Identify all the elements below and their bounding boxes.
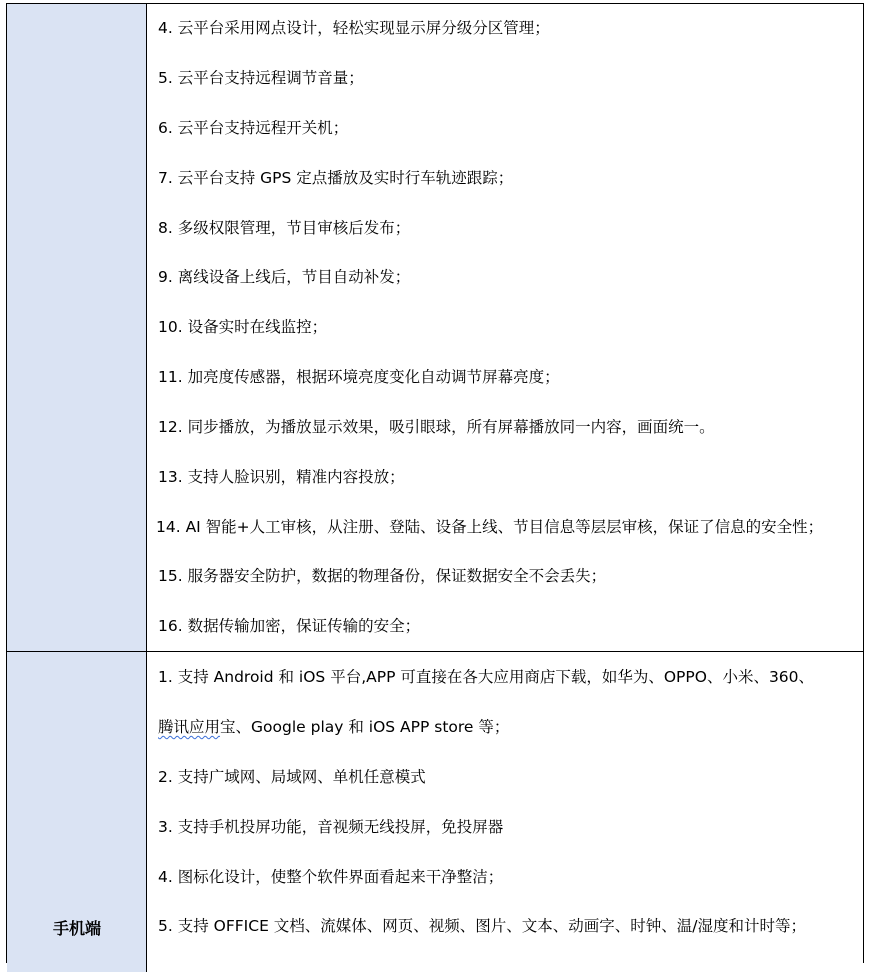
features-content-cell <box>148 4 863 651</box>
feature-item: 11. 加亮度传感器，根据环境亮度变化自动调节屏幕亮度； <box>158 368 560 386</box>
mobile-item-continued-text: 宝、Google play 和 iOS APP store 等； <box>220 718 510 736</box>
feature-item: 10. 设备实时在线监控； <box>158 318 328 336</box>
feature-item: 13. 支持人脸识别，精准内容投放； <box>158 468 405 486</box>
mobile-item: 2. 支持广域网、局域网、单机任意模式 <box>158 768 426 786</box>
feature-item: 7. 云平台支持 GPS 定点播放及实时行车轨迹跟踪； <box>158 169 514 187</box>
mobile-item: 4. 图标化设计，使整个软件界面看起来干净整洁； <box>158 868 504 886</box>
mobile-label: 手机端 <box>52 919 101 938</box>
features-label-cell <box>7 4 147 651</box>
mobile-row <box>7 652 863 972</box>
features-row <box>7 4 863 652</box>
feature-item: 4. 云平台采用网点设计，轻松实现显示屏分级分区管理； <box>158 19 550 37</box>
feature-item: 14. AI 智能+人工审核，从注册、登陆、设备上线、节目信息等层层审核，保证了信息的安全性； <box>156 518 824 536</box>
feature-item: 5. 云平台支持远程调节音量； <box>158 69 364 87</box>
feature-item: 9. 离线设备上线后，节目自动补发； <box>158 268 411 286</box>
mobile-item: 3. 支持手机投屏功能，音视频无线投屏，免投屏器 <box>158 818 504 836</box>
mobile-item: 1. 支持 Android 和 iOS 平台,APP 可直接在各大应用商店下载，如华为、OPPO、小米、360、 <box>158 668 815 686</box>
mobile-item-continued <box>158 717 509 737</box>
mobile-item: 5. 支持 OFFICE 文档、流媒体、网页、视频、图片、文本、动画字、时钟、温/湿度和计时等； <box>158 917 807 935</box>
feature-item: 6. 云平台支持远程开关机； <box>158 119 349 137</box>
mobile-content-cell <box>148 652 863 972</box>
feature-item: 8. 多级权限管理，节目审核后发布； <box>158 219 411 237</box>
feature-item: 16. 数据传输加密，保证传输的安全； <box>158 617 421 635</box>
feature-item: 12. 同步播放，为播放显示效果，吸引眼球，所有屏幕播放同一内容，画面统一。 <box>158 418 715 436</box>
mobile-label-cell <box>7 652 147 972</box>
feature-item: 15. 服务器安全防护，数据的物理备份，保证数据安全不会丢失； <box>158 567 607 585</box>
spec-table <box>6 3 864 963</box>
spellcheck-underlined-text: 腾讯应用 <box>158 718 221 736</box>
